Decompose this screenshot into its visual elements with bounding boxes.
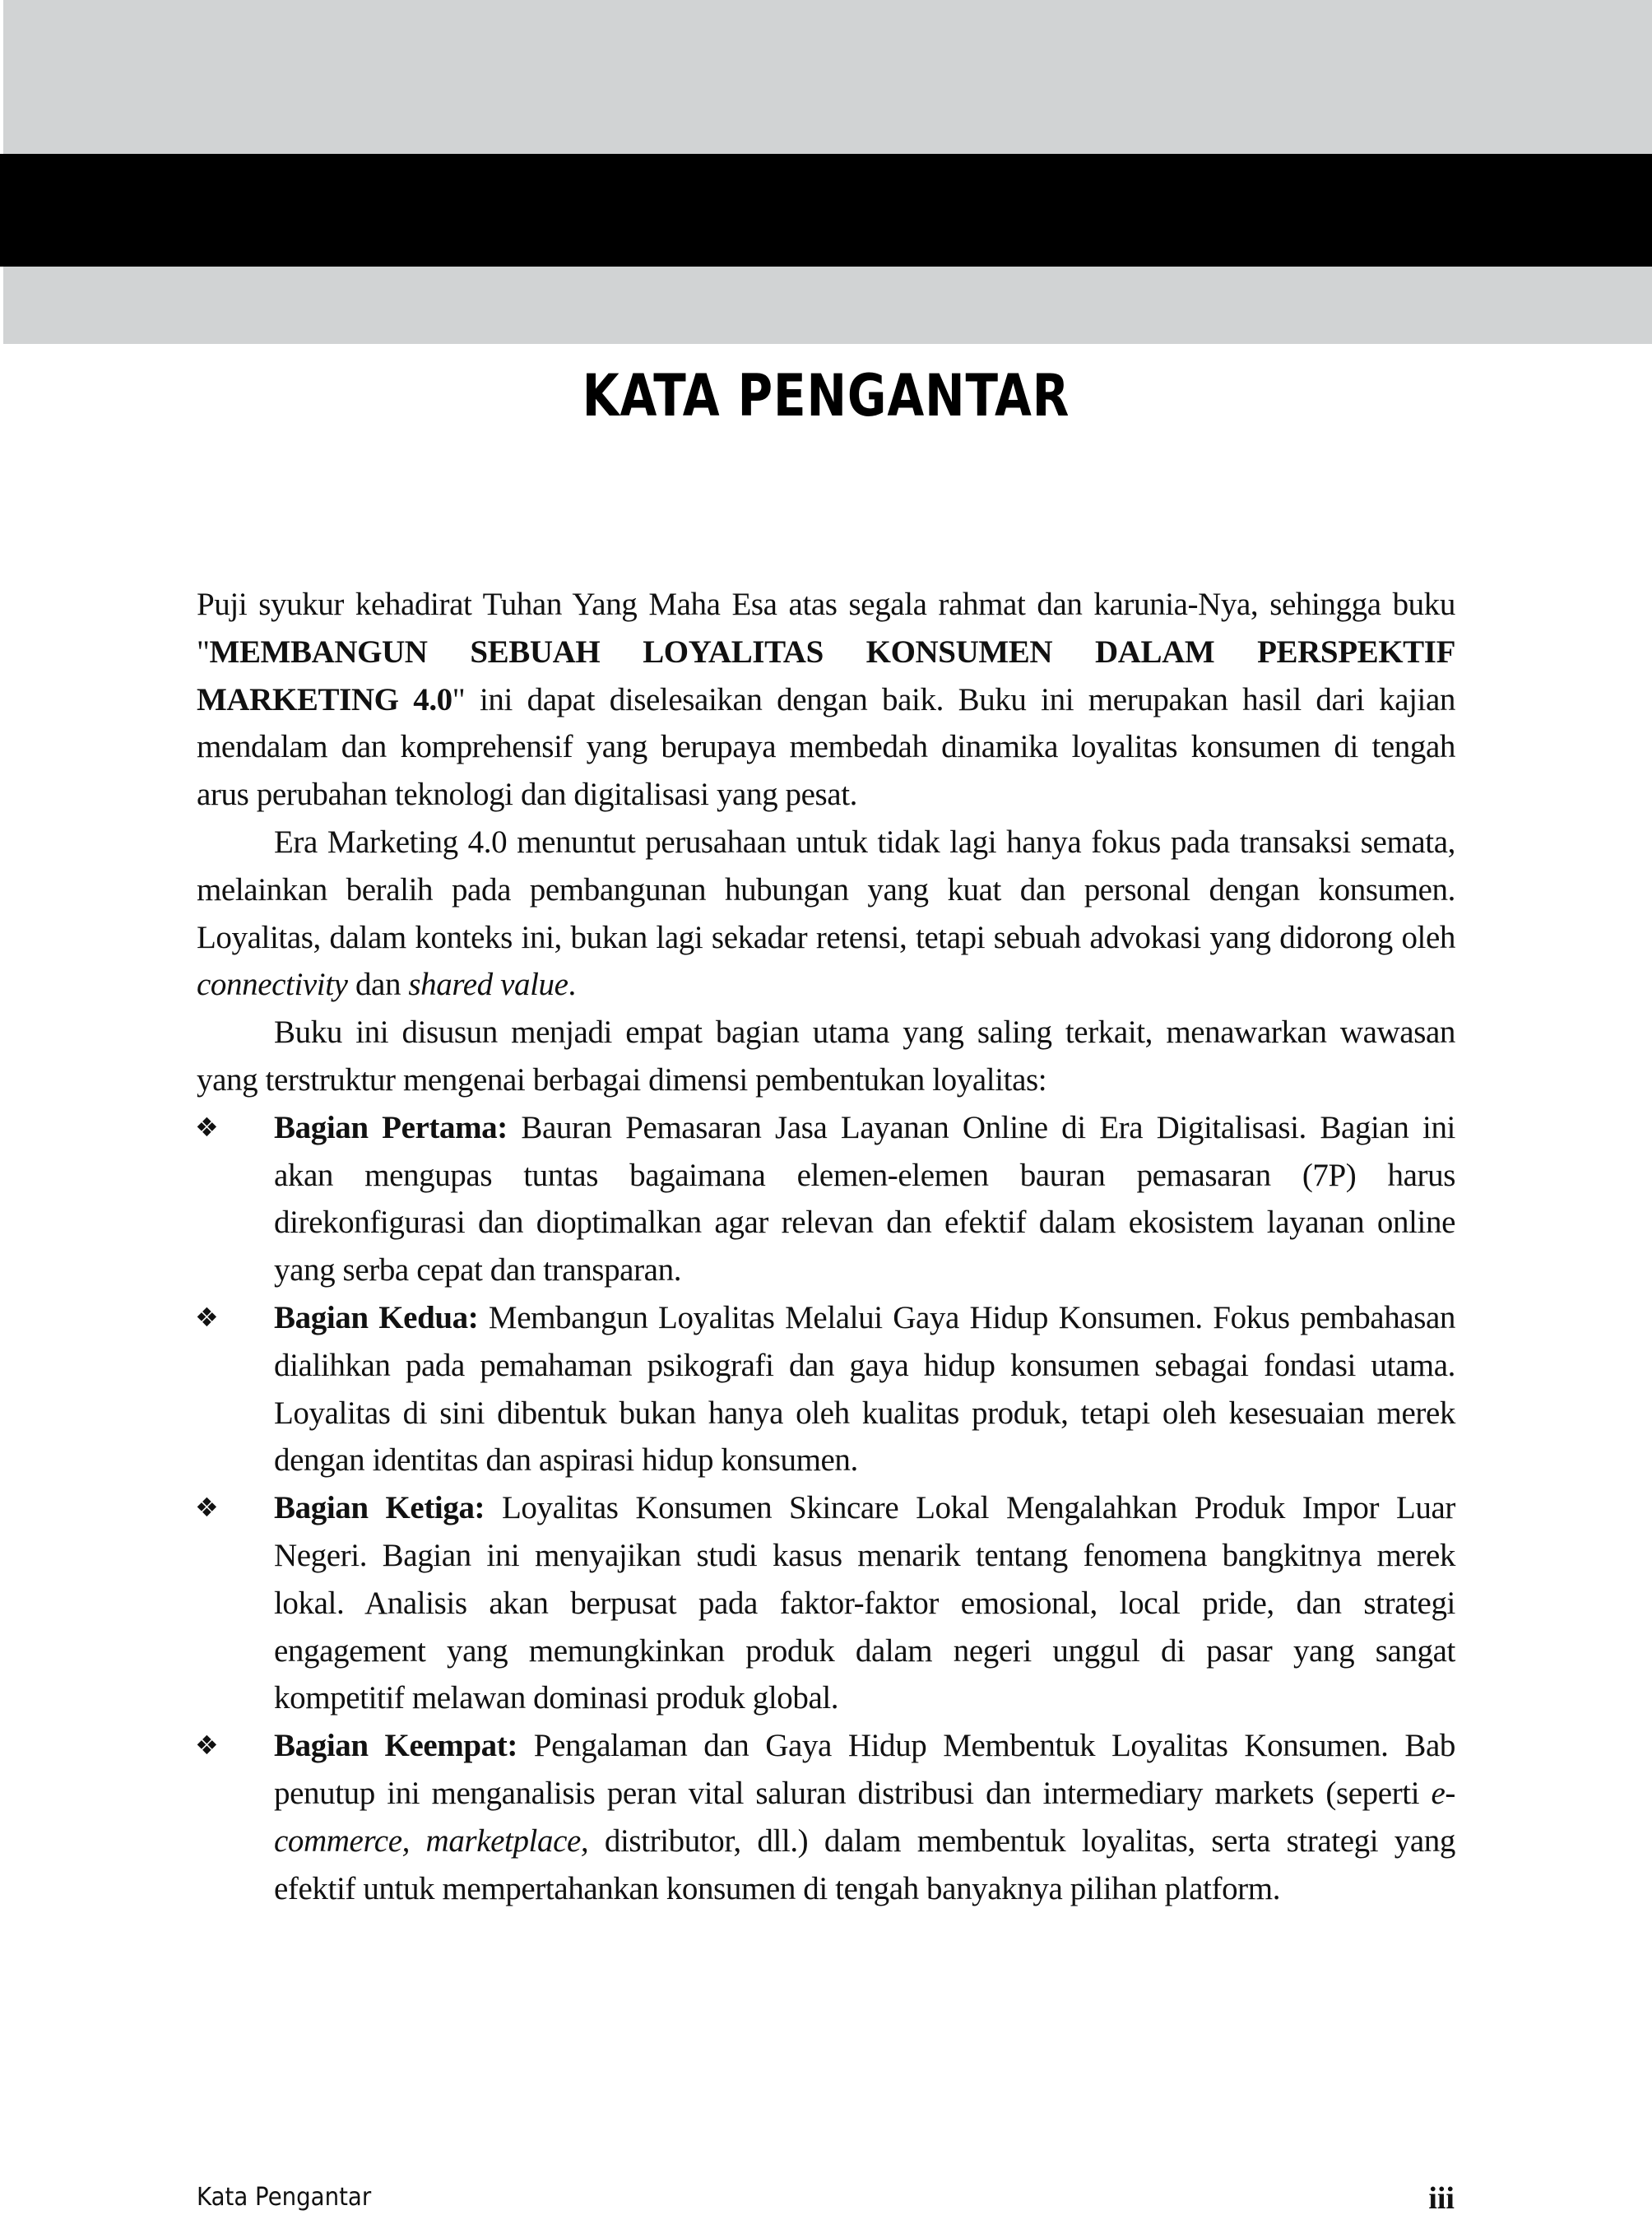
- book-title: MEMBANGUN SEBUAH LOYALITAS KONSUMEN DALAM PERSPEKTIF MARKETING 4.0: [197, 634, 1455, 717]
- list-item: ❖ Bagian Pertama: Bauran Pemasaran Jasa Layanan Online di Era Digitalisasi. Bagian ini akan mengupas tuntas bagaimana elemen-elemen bauran pemasaran (7P) harus direkonfigurasi dan dioptimalkan agar relevan dan efektif dalam ekosistem layanan online yang serba cepat dan transparan.: [197, 1104, 1455, 1294]
- diamond-bullet-icon: ❖: [195, 1492, 219, 1524]
- diamond-bullet-icon: ❖: [195, 1111, 219, 1143]
- page-title: KATA PENGANTAR: [582, 362, 1070, 429]
- paragraph-structure: Buku ini disusun menjadi empat bagian utama yang saling terkait, menawarkan wawasan yang terstruktur mengenai berbagai dimensi pembentukan loyalitas:: [197, 1015, 1455, 1098]
- page-number: iii: [1428, 2181, 1455, 2216]
- document-body: [197, 581, 1455, 1912]
- footer-section-title: Kata Pengantar: [197, 2183, 372, 2212]
- paragraph-intro: Puji syukur kehadirat Tuhan Yang Maha Esa atas segala rahmat dan karunia-Nya, sehingga buku "MEMBANGUN SEBUAH LOYALITAS KONSUMEN DALAM PERSPEKTIF MARKETING 4.0" ini dapat diselesaikan dengan baik. Buku ini merupakan hasil dari kajian mendalam dan komprehensif yang berupaya membedah dinamika loyalitas konsumen di tengah arus perubahan teknologi dan digitalisasi yang pesat.: [197, 587, 1455, 813]
- header-black-band: [0, 154, 1652, 267]
- list-item: ❖ Bagian Kedua: Membangun Loyalitas Melalui Gaya Hidup Konsumen. Fokus pembahasan dialihkan pada pemahaman psikografi dan gaya hidup konsumen sebagai fondasi utama. Loyalitas di sini dibentuk bukan hanya oleh kualitas produk, tetapi oleh kesesuaian merek dengan identitas dan aspirasi hidup konsumen.: [197, 1294, 1455, 1484]
- diamond-bullet-icon: ❖: [195, 1301, 219, 1333]
- list-item: ❖ Bagian Keempat: Pengalaman dan Gaya Hidup Membentuk Loyalitas Konsumen. Bab penutup ini menganalisis peran vital saluran distribusi dan intermediary markets (seperti e-commerce, marketplace, distributor, dll.) dalam membentuk loyalitas, serta strategi yang efektif untuk mempertahankan konsumen di tengah banyaknya pilihan platform.: [197, 1722, 1455, 1912]
- list-item: ❖ Bagian Ketiga: Loyalitas Konsumen Skincare Lokal Mengalahkan Produk Impor Luar Negeri. Bagian ini menyajikan studi kasus menarik tentang fenomena bangkitnya merek lokal. Analisis akan berpusat pada faktor-faktor emosional, local pride, dan strategi engagement yang memungkinkan produk dalam negeri unggul di pasar yang sangat kompetitif melawan dominasi produk global.: [197, 1484, 1455, 1722]
- paragraph-marketing: Era Marketing 4.0 menuntut perusahaan untuk tidak lagi hanya fokus pada transaksi semata, melainkan beralih pada pembangunan hubungan yang kuat dan personal dengan konsumen. Loyalitas, dalam konteks ini, bukan lagi sekadar retensi, tetapi sebuah advokasi yang didorong oleh connectivity dan shared value.: [197, 824, 1455, 1003]
- diamond-bullet-icon: ❖: [195, 1730, 219, 1762]
